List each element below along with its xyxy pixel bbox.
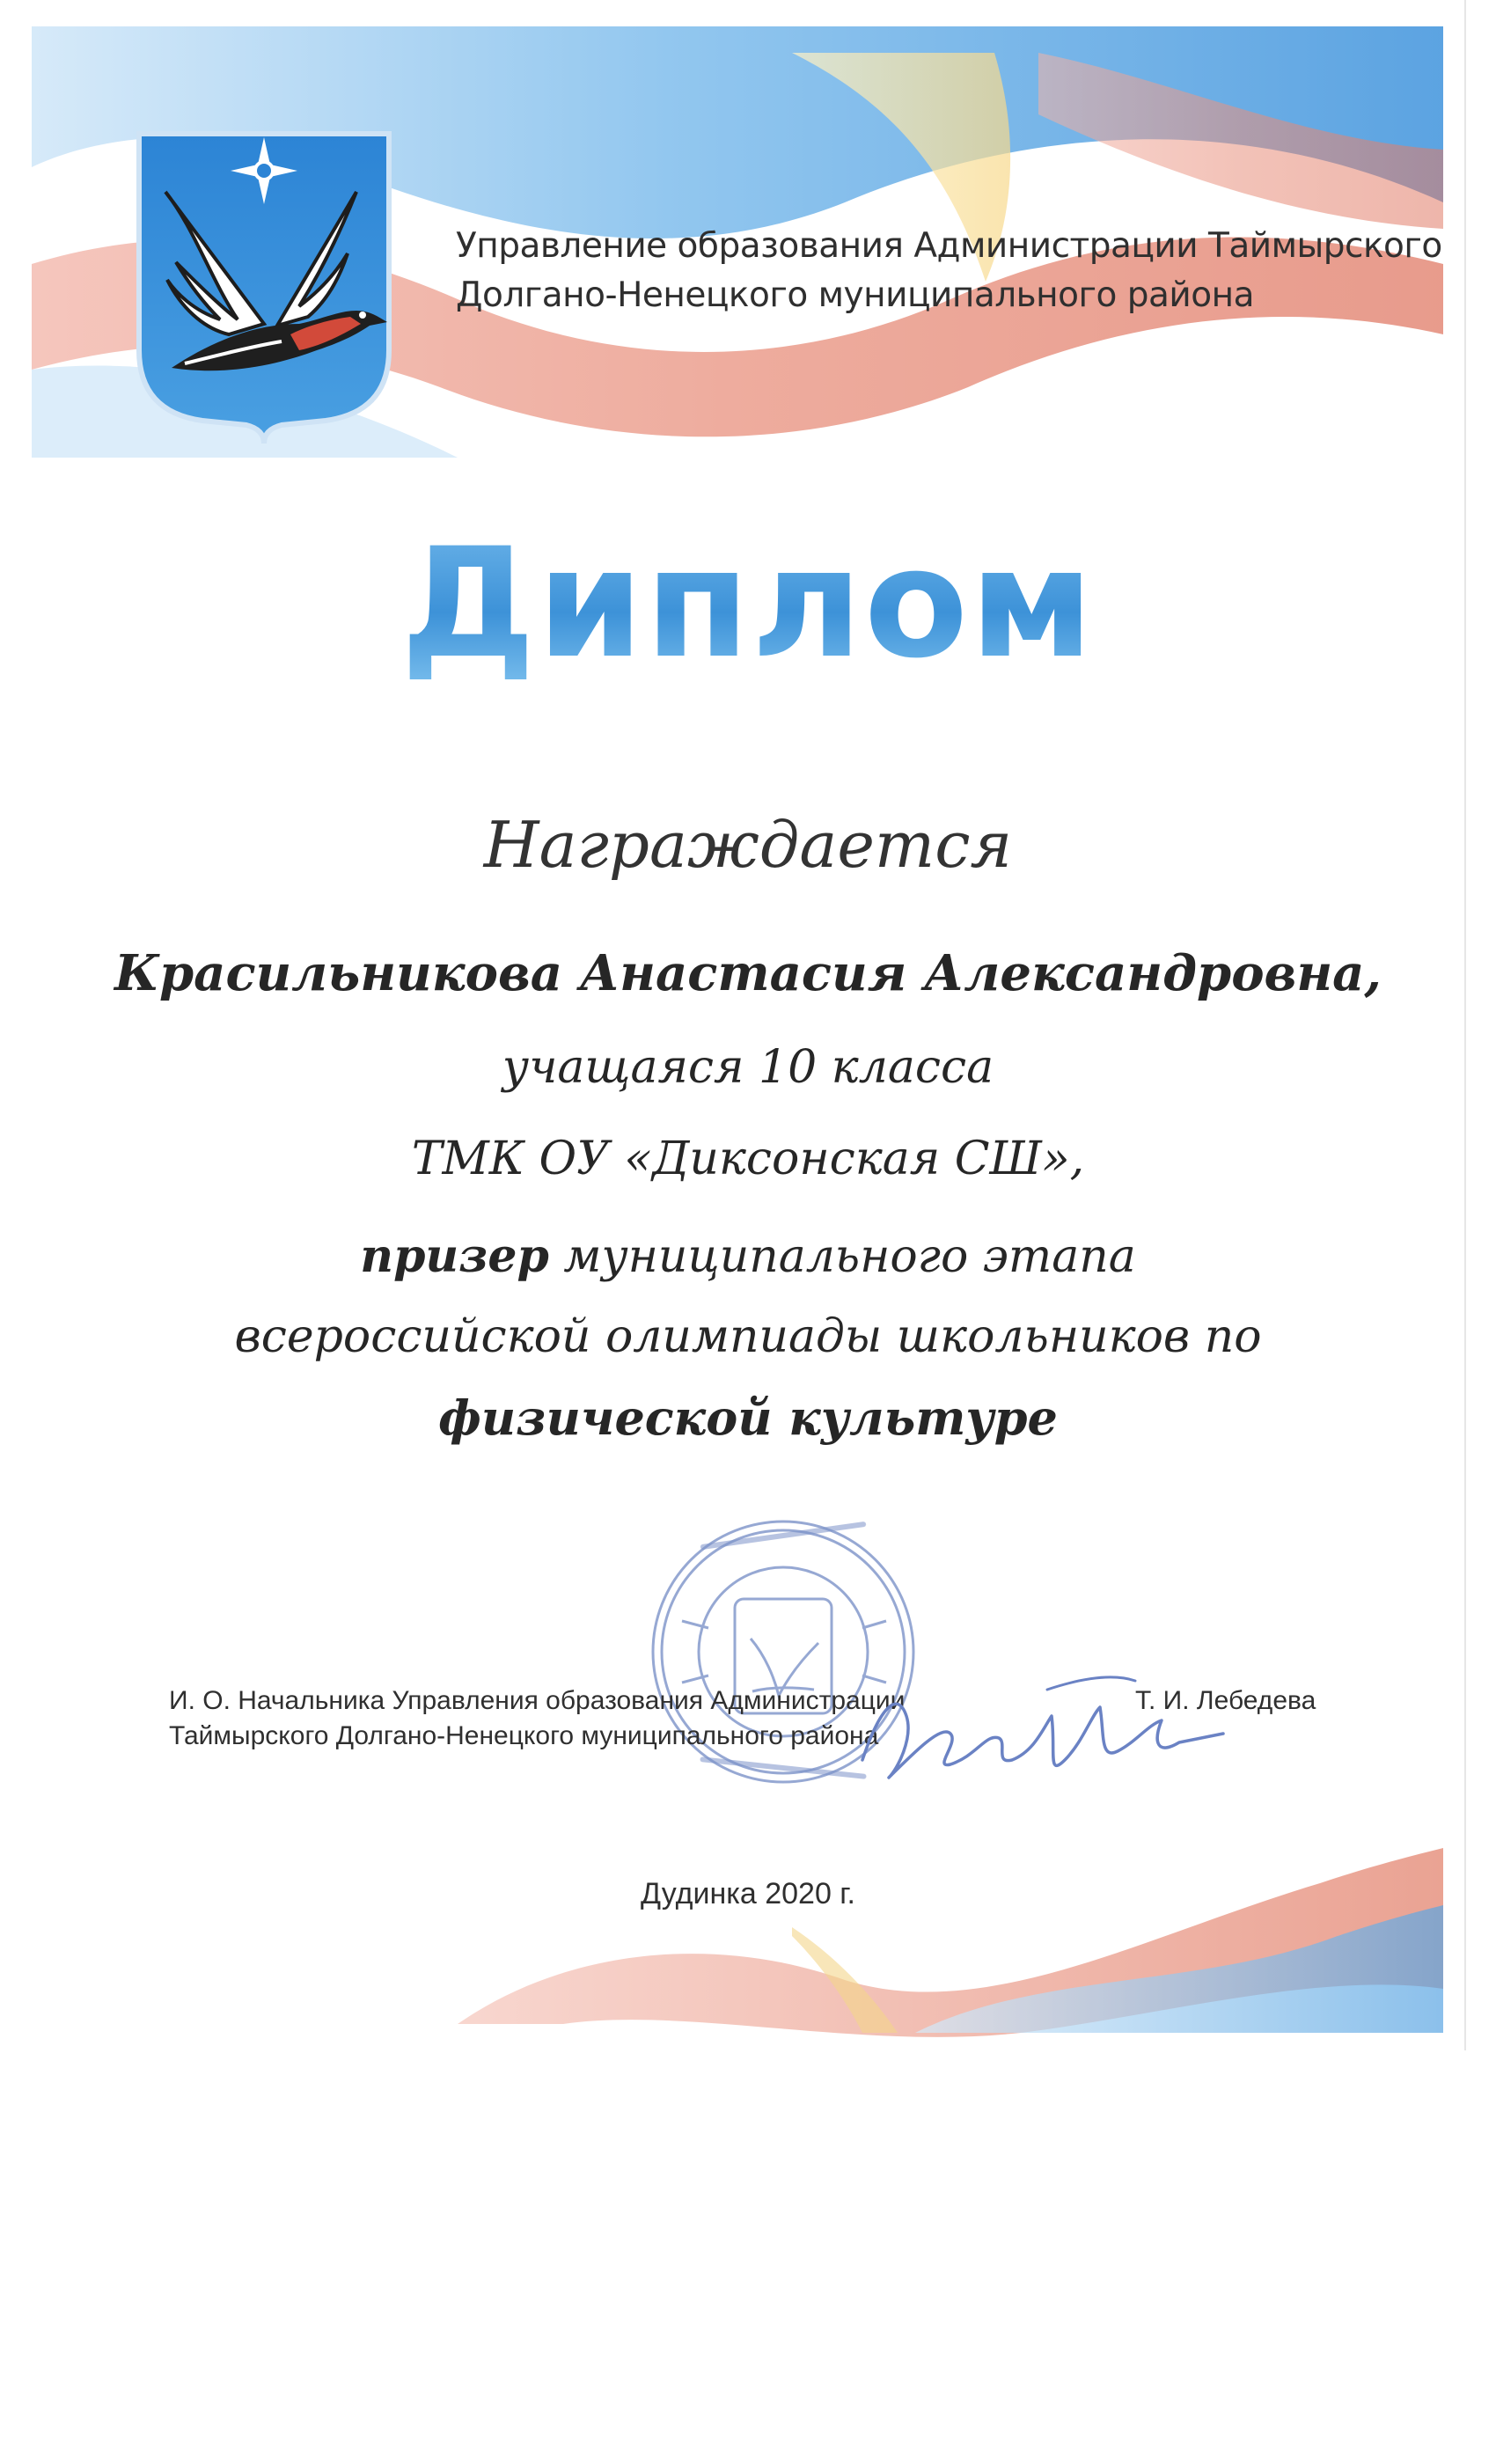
recipient-grade: учащаяся 10 класса — [502, 1041, 994, 1094]
olympiad-line: всероссийской олимпиады школьников по — [234, 1310, 1262, 1363]
organization-line-2: Долгано-Ненецкого муниципального района — [456, 275, 1255, 315]
blank-area — [0, 2050, 1496, 2464]
prize-rest: муниципального этапа — [548, 1230, 1136, 1283]
document-title: Диплом — [0, 516, 1496, 692]
signer-position-line-1: И. О. Начальника Управления образования Администрации — [169, 1686, 906, 1715]
subject-line: физической культуре — [438, 1390, 1058, 1446]
organization-name — [456, 222, 1442, 320]
coat-of-arms-bird-icon — [132, 130, 396, 447]
page-edge-line — [1464, 0, 1466, 2050]
signer-name: Т. И. Лебедева — [1135, 1686, 1316, 1715]
handwritten-signature-icon — [845, 1654, 1232, 1804]
prize-line — [0, 1226, 1496, 1287]
signer-position-line-2: Таймырского Долгано-Ненецкого муниципального района — [169, 1721, 879, 1750]
signer-position — [169, 1683, 961, 1754]
organization-line-1: Управление образования Администрации Таймырского — [456, 226, 1442, 266]
recipient-name: Красильникова Анастасия Александровна, — [114, 944, 1382, 1002]
recipient-school: ТМК ОУ «Диксонская СШ», — [411, 1133, 1085, 1185]
place-and-date: Дудинка 2020 г. — [640, 1877, 855, 1910]
prize-word: призер — [360, 1229, 549, 1283]
awarded-label: Награждается — [483, 808, 1013, 882]
